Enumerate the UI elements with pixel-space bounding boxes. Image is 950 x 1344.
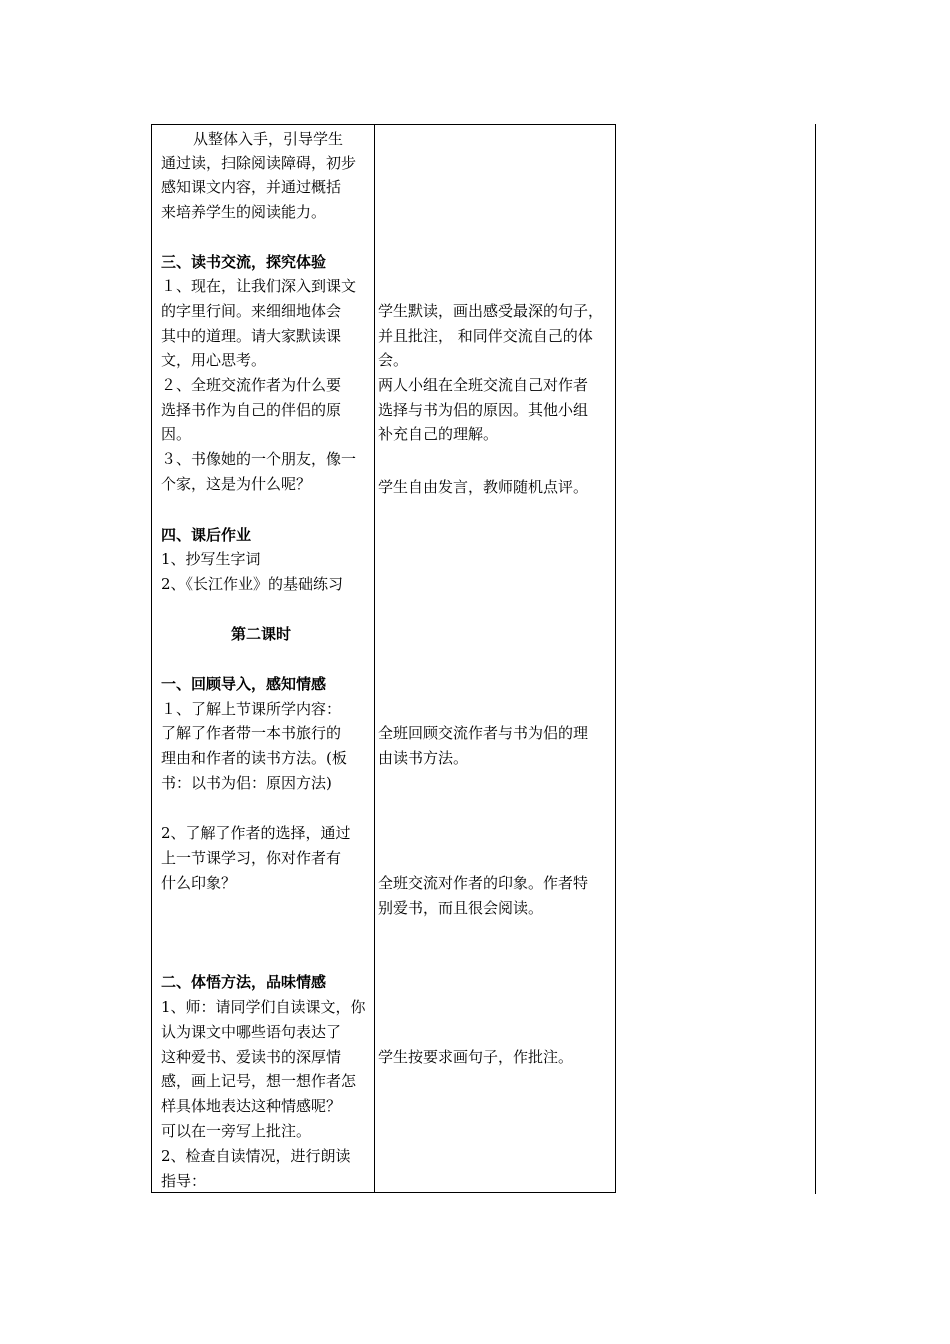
lesson-text-line: １、了解上节课所学内容：	[161, 700, 342, 718]
lesson-text-line: 1、师：请同学们自读课文，你	[161, 998, 366, 1016]
lesson-text-line: 1、抄写生字词	[161, 550, 261, 568]
lesson-text-line: 感知课文内容，并通过概括	[161, 178, 342, 196]
student-activity-line: 全班回顾交流作者与书为侣的理	[378, 724, 589, 742]
lesson-text-line: 2、了解了作者的选择，通过	[161, 824, 351, 842]
lesson-text-line: 四、课后作业	[161, 526, 252, 544]
lesson-text-line: 可以在一旁写上批注。	[161, 1122, 312, 1140]
lesson-text-line: 选择书作为自己的伴侣的原	[161, 401, 342, 419]
student-activity-line: 学生按要求画句子，作批注。	[378, 1048, 574, 1066]
lesson-text-line: 文，用心思考。	[161, 351, 267, 369]
student-activity-line: 选择与书为侣的原因。其他小组	[378, 401, 589, 419]
student-activity-line: 由读书方法。	[378, 749, 469, 767]
lesson-text-line: 因。	[161, 425, 192, 443]
lesson-text-line: 2、检查自读情况，进行朗读	[161, 1147, 351, 1165]
lesson-text-line: 了解了作者带一本书旅行的	[161, 724, 342, 742]
lesson-text-line: 认为课文中哪些语句表达了	[161, 1023, 342, 1041]
student-activity-line: 别爱书，而且很会阅读。	[378, 899, 544, 917]
margin-line	[815, 124, 816, 1194]
lesson-text-line: 感，画上记号，想一想作者怎	[161, 1072, 357, 1090]
student-activity-line: 学生默读，画出感受最深的句子，	[378, 302, 604, 320]
lesson-text-line: 理由和作者的读书方法。(板	[161, 749, 347, 767]
lesson-text-line: １、现在，让我们深入到课文	[161, 277, 357, 295]
lesson-text-line: ３、书像她的一个朋友，像一	[161, 450, 357, 468]
lesson-text-line: 一、回顾导入，感知情感	[161, 675, 327, 693]
lesson-text-line: 从整体入手，引导学生	[193, 130, 344, 148]
lesson-text-line: 个家，这是为什么呢？	[161, 475, 312, 493]
student-activity-line: 补充自己的理解。	[378, 425, 499, 443]
lesson-text-line: 第二课时	[231, 625, 292, 643]
student-activity-line: 两人小组在全班交流自己对作者	[378, 376, 589, 394]
student-activity-line: 并且批注， 和同伴交流自己的体	[378, 327, 593, 345]
lesson-table	[151, 124, 616, 1193]
lesson-text-line: 什么印象？	[161, 874, 237, 892]
lesson-text-line: ２、全班交流作者为什么要	[161, 376, 342, 394]
lesson-text-line: 2、《长江作业》的基础练习	[161, 575, 344, 593]
lesson-text-line: 指导：	[161, 1172, 207, 1190]
student-activity-line: 全班交流对作者的印象。作者特	[378, 874, 589, 892]
lesson-text-line: 通过读，扫除阅读障碍，初步	[161, 154, 357, 172]
lesson-text-line: 二、体悟方法，品味情感	[161, 973, 327, 991]
lesson-text-line: 书：以书为侣：原因方法)	[161, 774, 332, 792]
lesson-text-line: 这种爱书、爱读书的深厚情	[161, 1048, 342, 1066]
lesson-text-line: 来培养学生的阅读能力。	[161, 203, 327, 221]
lesson-text-line: 的字里行间。来细细地体会	[161, 302, 342, 320]
student-activity-line: 会。	[378, 351, 409, 369]
lesson-text-line: 上一节课学习，你对作者有	[161, 849, 342, 867]
lesson-text-line: 其中的道理。请大家默读课	[161, 327, 342, 345]
lesson-text-line: 样具体地表达这种情感呢？	[161, 1097, 342, 1115]
lesson-text-line: 三、读书交流，探究体验	[161, 253, 327, 271]
column-divider	[374, 125, 375, 1192]
student-activity-line: 学生自由发言，教师随机点评。	[378, 478, 589, 496]
